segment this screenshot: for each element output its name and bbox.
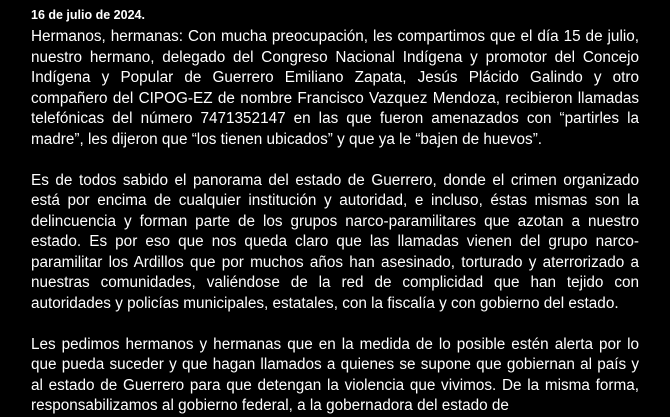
document-body: [31, 5, 639, 417]
paragraph-call-to-action: Les pedimos hermanos y hermanas que en la medida de lo posible estén alerta por lo que pueda suceder y que hagan llamados a quienes se supone que gobiernan al país y al estado de Guerrero para que detengan la violencia que vivimos. De la misma forma, responsabilizamos al gobierno federal, a la gobernadora del estado de: [31, 335, 639, 414]
paragraph-threats: Hermanos, hermanas: Con mucha preocupación, les compartimos que el día 15 de julio, nuestro hermano, delegado del Congreso Nacional Indígena y promotor del Concejo Indígena y Popular de Guerrero Emiliano Zapata, Jesús Plácido Galindo y otro compañero del CIPOG-EZ de nombre Francisco Vazquez Mendoza, recibieron llamadas telefónicas del número 7471352147 en las que fueron amenazados con “partirles la madre”, les dijeron que “los tienen ubicados” y que ya le “bajen de huevos”.: [31, 28, 639, 148]
document-date: 16 de julio de 2024.: [31, 8, 145, 22]
paragraph-context: Es de todos sabido el panorama del estado de Guerrero, donde el crimen organizado está por encima de cualquier institución y autoridad, e incluso, éstas mismas son la delincuencia y forman parte de los grupos narco-paramilitares que azotan a nuestro estado. Es por eso que nos queda claro que las llamadas vienen del grupo narco-paramilitar los Ardillos que por muchos años han asesinado, torturado y aterrorizado a nuestras comunidades, valiéndose de la red de complicidad que han tejido con autoridades y policías municipales, estatales, con la fiscalía y con gobierno del estado.: [31, 171, 639, 312]
